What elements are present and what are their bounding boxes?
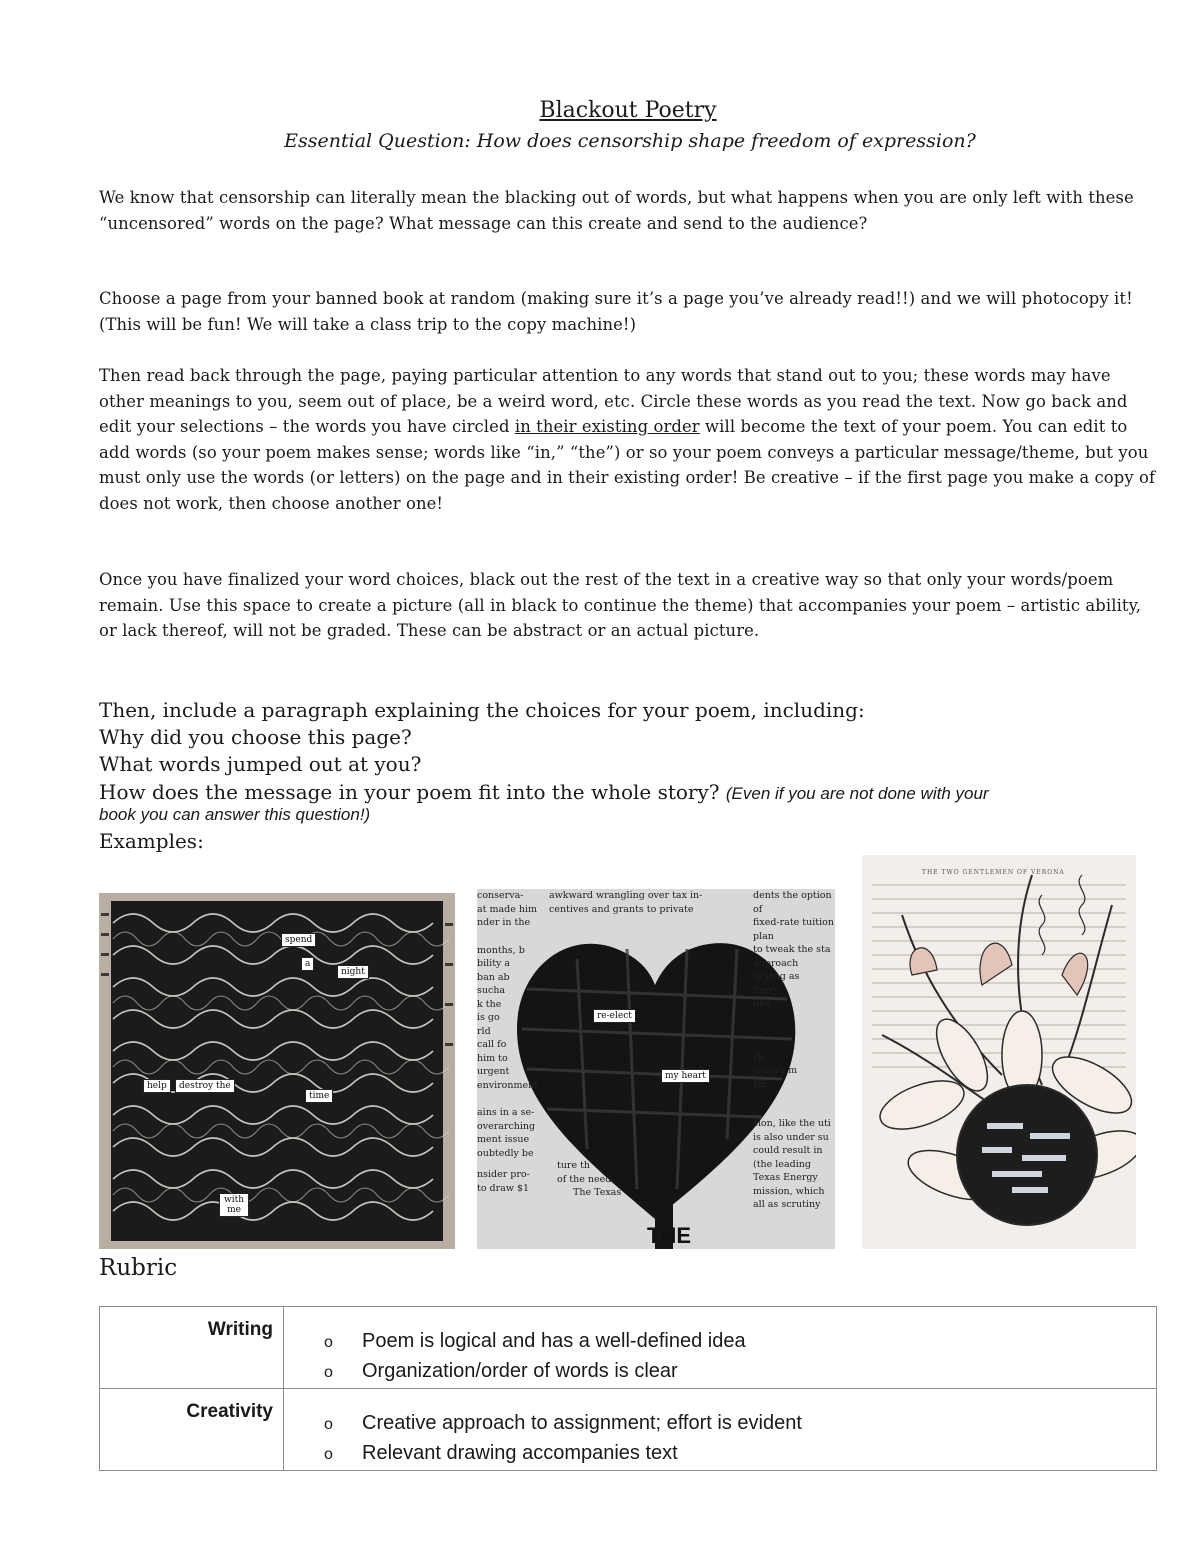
newspaper-line: ture th bbox=[557, 1160, 591, 1171]
step-blackout: Once you have finalized your word choices, black out the rest of the text in a creative way so that only your words/poem remain. Use this space to create a picture (all in black to continue the theme) that accompanies your poem – artistic ability, or lack thereof, will not be graded. These can be abstract or an actual picture. bbox=[99, 570, 1142, 641]
bullet-icon: o bbox=[324, 1446, 333, 1463]
newspaper-line: nsider pro- bbox=[477, 1169, 530, 1180]
blackout-word: spend bbox=[281, 933, 316, 947]
book-header: THE TWO GENTLEMEN OF VERONA bbox=[922, 869, 1065, 876]
newspaper-line: rld bbox=[477, 1025, 491, 1037]
newspaper-line: nder in the bbox=[477, 917, 531, 928]
newspaper-line: ssion's m bbox=[753, 1065, 798, 1076]
newspaper-line: to draw $1 bbox=[477, 1182, 530, 1194]
newspaper-line: him to bbox=[477, 1052, 508, 1064]
newspaper-line: overarching bbox=[477, 1120, 536, 1132]
newspaper-line: is also under su bbox=[753, 1131, 829, 1143]
step-read-text-b: will become the text of your poem. You can edit to add words (so your poem makes sense; words like “in,” “the”) or so your poem conveys a particular message/theme, but you must only use the words (or letters) on the page and in their existing order! Be creative – if the first page you make a copy of does not work, then choose another one! bbox=[99, 417, 1156, 513]
criterion-text: Poem is logical and has a well-defined idea bbox=[362, 1330, 746, 1352]
bullet-icon: o bbox=[324, 1416, 333, 1433]
newspaper-right-column bbox=[753, 889, 835, 1212]
newspaper-bottom-text bbox=[557, 1159, 621, 1200]
newspaper-line: to tweak the sta bbox=[753, 944, 831, 955]
newspaper-line: RE bbox=[753, 1078, 768, 1090]
newspaper-line: ban ab bbox=[477, 971, 510, 983]
blackout-word: my heart bbox=[661, 1069, 710, 1083]
intro-paragraph: We know that censorship can literally mean the blacking out of words, but what happens when you are only left with these “uncensored” words on the page? What message can this create and send to the audience? bbox=[99, 188, 1134, 233]
newspaper-line: sion, like the uti bbox=[753, 1118, 831, 1129]
newspaper-line: sucha bbox=[477, 985, 506, 996]
question-why-page: Why did you choose this page? bbox=[99, 725, 412, 749]
page-title: Blackout Poetry bbox=[539, 98, 717, 123]
rubric-category: Writing bbox=[100, 1307, 284, 1389]
criterion-text: Organization/order of words is clear bbox=[362, 1360, 678, 1382]
existing-order-emphasis: in their existing order bbox=[514, 417, 700, 437]
rubric-criterion bbox=[324, 1327, 1156, 1357]
newspaper-line: mission, which bbox=[753, 1185, 825, 1197]
newspaper-line: at made him bbox=[477, 903, 538, 915]
newspaper-left-column bbox=[477, 889, 543, 1195]
newspaper-line: is go bbox=[477, 1012, 500, 1023]
newspaper-headline: THE bbox=[647, 1223, 691, 1248]
step-read-text-a: Then read back through the page, paying particular attention to any words that stand out to you; these words may have other meanings to you, seem out of place, be a weird word, etc. Circle these words as you read the text. Now go back and edit your selections – the words you have circled bbox=[99, 366, 1128, 437]
newspaper-line: of the need bbox=[557, 1173, 612, 1185]
step-read-and-circle bbox=[99, 363, 1159, 517]
blackout-word: re-elect bbox=[593, 1009, 636, 1023]
newspaper-line: fixed-rate tuition plan bbox=[753, 917, 834, 942]
newspaper-line: k the bbox=[477, 998, 502, 1010]
rubric-row-writing bbox=[100, 1307, 1157, 1389]
example-image-scribble bbox=[99, 893, 455, 1249]
newspaper-line: ains in a se- bbox=[477, 1107, 535, 1118]
blackout-word: help bbox=[143, 1079, 171, 1093]
newspaper-line: (the leading bbox=[753, 1158, 811, 1170]
newspaper-top-text: awkward wrangling over tax in- centives and grants to private bbox=[549, 890, 703, 915]
rubric-criterion bbox=[324, 1357, 1156, 1387]
newspaper-line: months, b bbox=[477, 944, 525, 956]
rubric-table bbox=[99, 1306, 1157, 1471]
example-image-heart bbox=[477, 889, 835, 1249]
examples-label: Examples: bbox=[99, 829, 204, 853]
bullet-icon: o bbox=[324, 1364, 333, 1381]
newspaper-line: Texas Energy bbox=[753, 1172, 818, 1183]
criterion-text: Creative approach to assignment; effort is evident bbox=[362, 1412, 802, 1434]
newspaper-line: urgent bbox=[477, 1066, 510, 1077]
paragraph-prompt-lead: Then, include a paragraph explaining the choices for your poem, including: bbox=[99, 698, 865, 722]
newspaper-line: conserva- bbox=[477, 890, 524, 901]
newspaper-line: call fo bbox=[477, 1039, 507, 1050]
newspaper-line: Perry bbox=[753, 984, 780, 996]
blackout-word: destroy the bbox=[175, 1079, 235, 1093]
flower-artwork bbox=[862, 855, 1136, 1249]
rubric-row-creativity bbox=[100, 1389, 1157, 1471]
newspaper-line: like bbox=[753, 998, 771, 1009]
newspaper-line: environment bbox=[477, 1079, 539, 1091]
question-words: What words jumped out at you? bbox=[99, 752, 422, 776]
essential-question: Essential Question: How does censorship shape freedom of expression? bbox=[284, 130, 976, 152]
newspaper-line: ty ying as bbox=[753, 971, 800, 982]
newspaper-line: all as scrutiny bbox=[753, 1199, 821, 1210]
bullet-icon: o bbox=[324, 1334, 333, 1351]
blackout-word: a bbox=[301, 957, 314, 971]
question-message-text: How does the message in your poem fit into the whole story? bbox=[99, 780, 720, 804]
newspaper-line: oubtedly be bbox=[477, 1147, 534, 1159]
question-note-a: (Even if you are not done with your bbox=[725, 784, 989, 803]
blackout-word: time bbox=[305, 1089, 333, 1103]
rubric-criterion bbox=[324, 1439, 1156, 1469]
scribble-artwork bbox=[99, 893, 455, 1249]
rubric-criteria bbox=[284, 1389, 1157, 1471]
newspaper-line: sk, bbox=[753, 1051, 767, 1063]
step-choose-page: Choose a page from your banned book at random (making sure it’s a page you’ve already read!!) and we will photocopy it! (This will be fun! We will take a class trip to the copy machine!) bbox=[99, 289, 1133, 334]
newspaper-line: dents the option of bbox=[753, 890, 832, 915]
newspaper-line: ment issue bbox=[477, 1134, 530, 1145]
rubric-criteria bbox=[284, 1307, 1157, 1389]
newspaper-line: bility a bbox=[477, 958, 511, 969]
blackout-word: night bbox=[337, 965, 369, 979]
rubric-category: Creativity bbox=[100, 1389, 284, 1471]
rubric-heading: Rubric bbox=[99, 1255, 178, 1281]
question-message bbox=[99, 779, 989, 807]
blackout-word: with me bbox=[219, 1193, 249, 1217]
rubric-criterion bbox=[324, 1409, 1156, 1439]
newspaper-line: could result in bbox=[753, 1145, 823, 1156]
newspaper-line: The Texas bbox=[573, 1187, 622, 1198]
question-note-b: book you can answer this question!) bbox=[99, 805, 371, 824]
example-image-flower bbox=[862, 855, 1136, 1249]
criterion-text: Relevant drawing accompanies text bbox=[362, 1442, 678, 1464]
newspaper-line: approach bbox=[753, 957, 799, 969]
